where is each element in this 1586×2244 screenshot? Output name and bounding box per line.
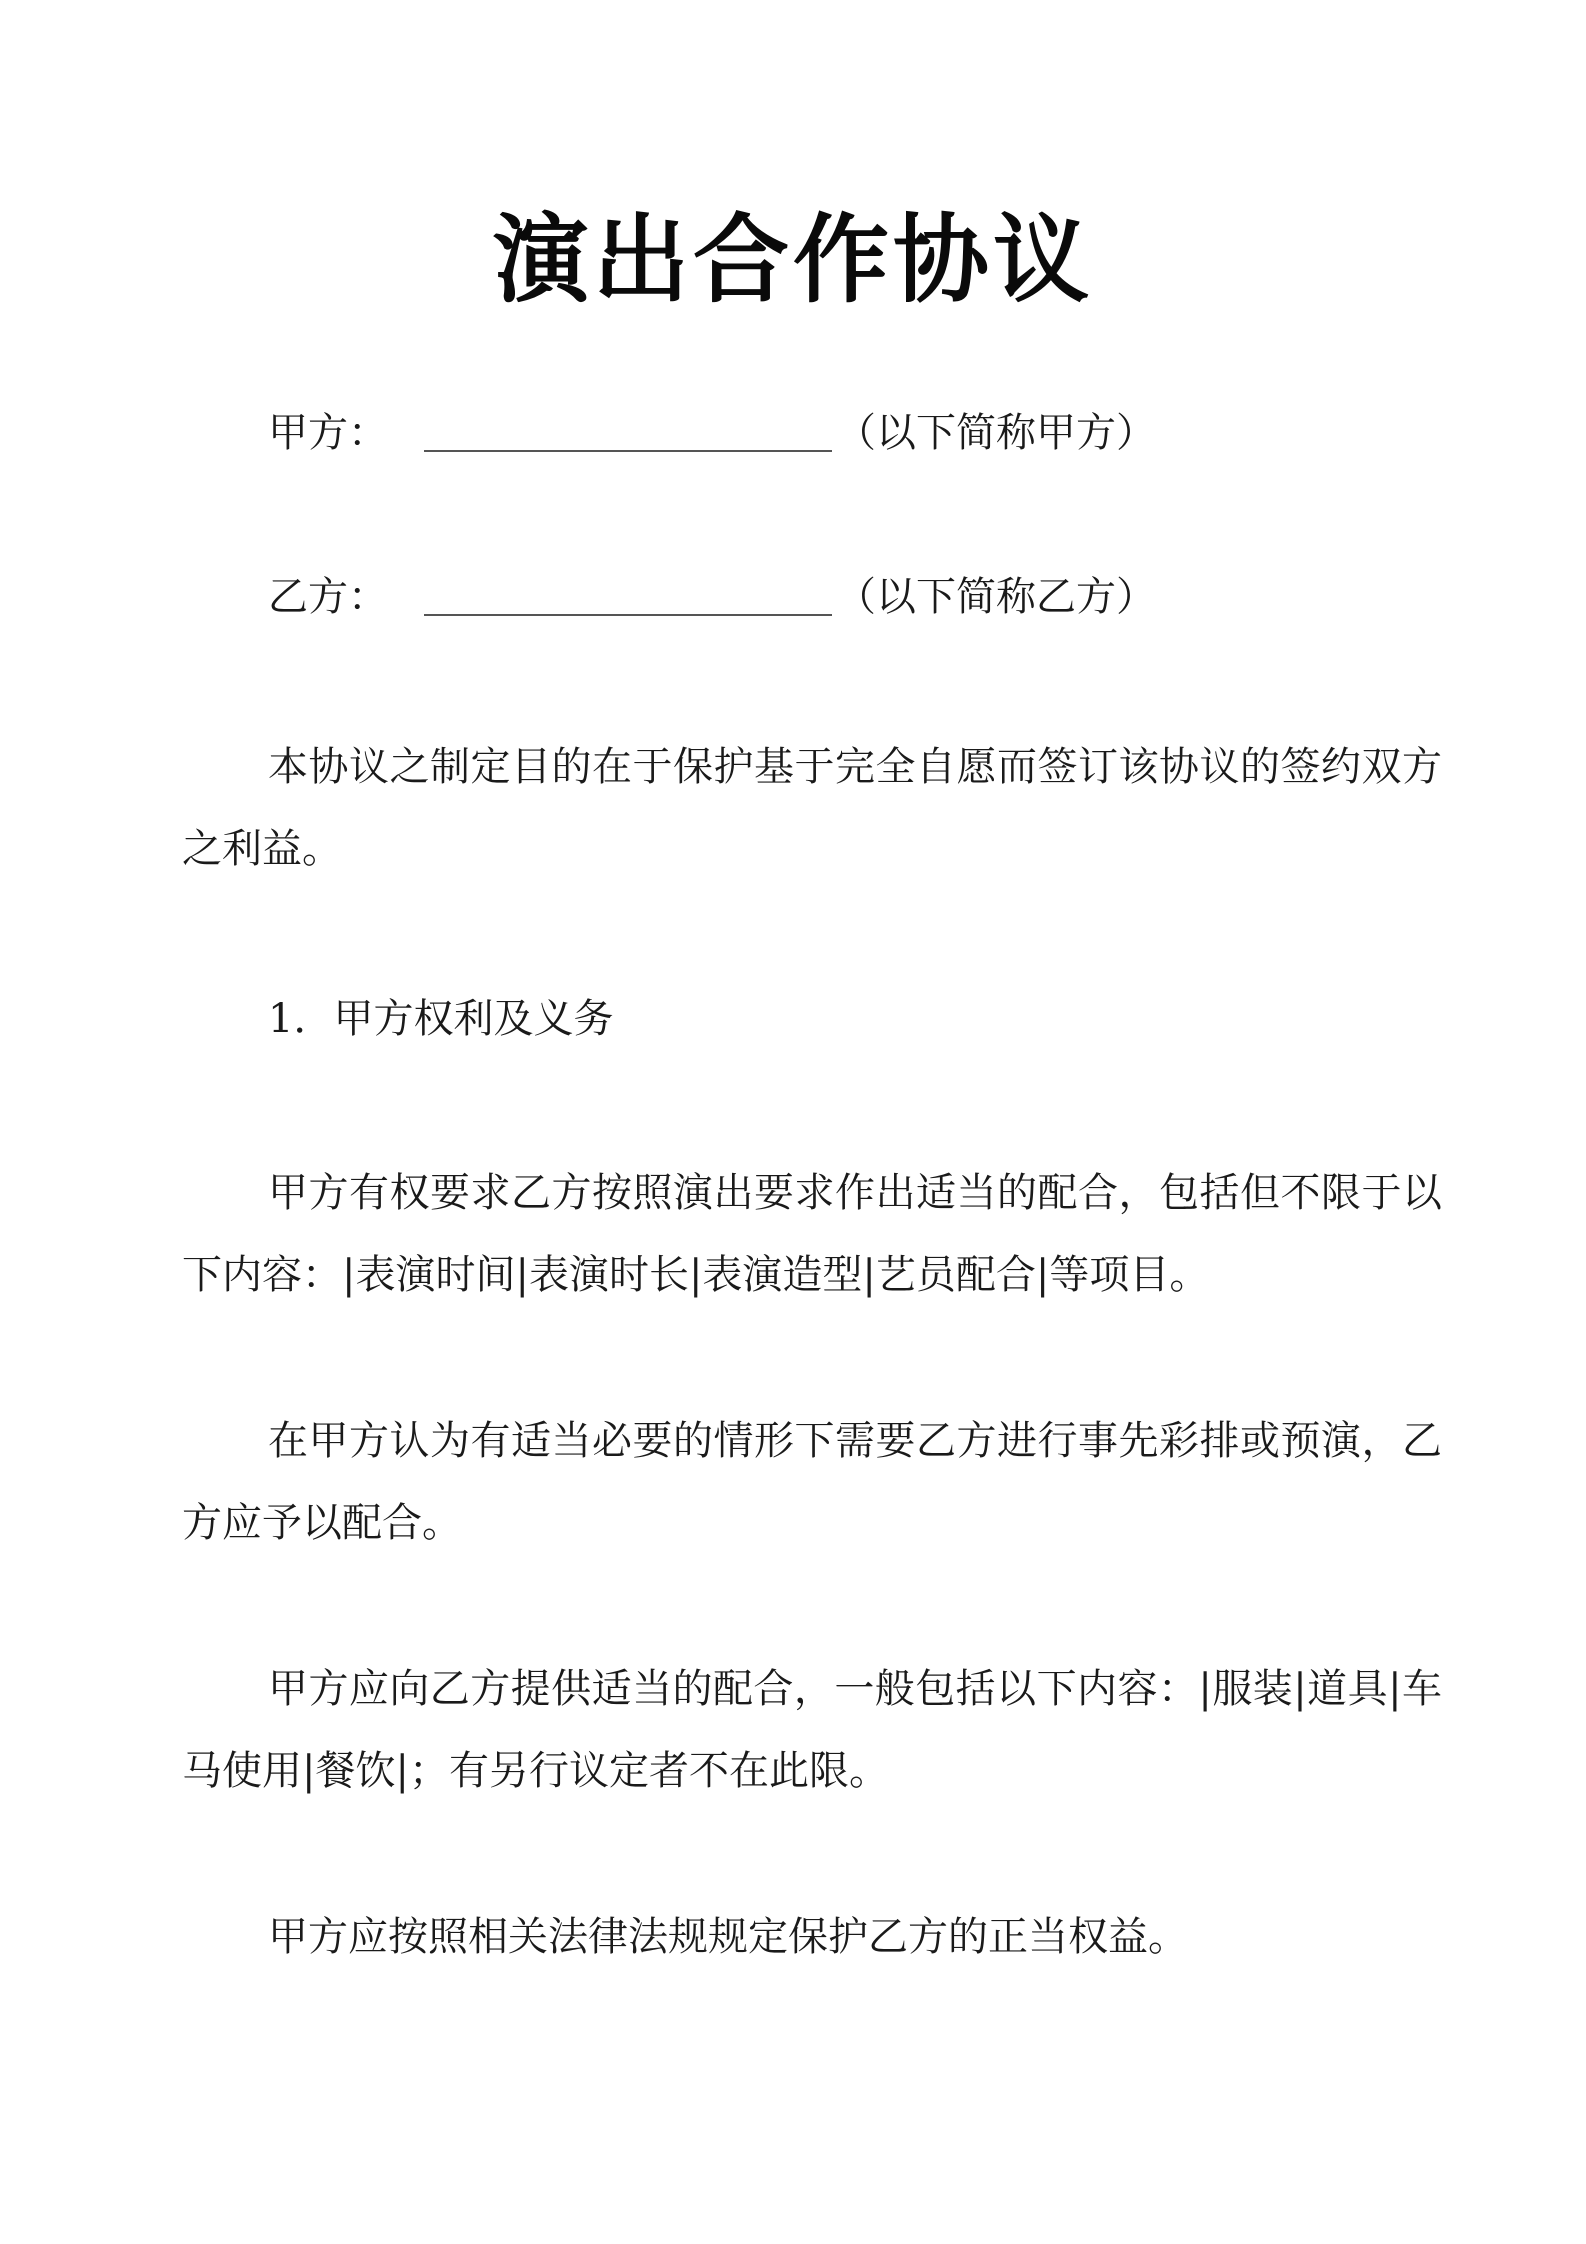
section-1-paragraph: 甲方应向乙方提供适当的配合，一般包括以下内容：|服装|道具|车马使用|餐饮|；有另行议定者不在此限。 [182, 1666, 1442, 1794]
party-a-suffix: （以下简称甲方） [836, 410, 1156, 456]
section-1-paragraph: 甲方有权要求乙方按照演出要求作出适当的配合，包括但不限于以下内容：|表演时间|表演时长|表演造型|艺员配合|等项目。 [182, 1170, 1442, 1298]
party-a-line [268, 408, 1156, 458]
section-1-paragraph: 在甲方认为有适当必要的情形下需要乙方进行事先彩排或预演，乙方应予以配合。 [182, 1418, 1442, 1546]
party-b-label: 乙方： [268, 574, 388, 620]
party-a-label: 甲方： [268, 410, 388, 456]
party-b-suffix: （以下简称乙方） [836, 574, 1156, 620]
section-1-paragraph: 甲方应按照相关法律法规规定保护乙方的正当权益。 [268, 1914, 1188, 1960]
section-1-heading: 1．甲方权利及义务 [268, 996, 614, 1042]
party-b-blank-field [424, 580, 832, 616]
intro-paragraph: 本协议之制定目的在于保护基于完全自愿而签订该协议的签约双方之利益。 [182, 744, 1442, 872]
party-a-blank-field [424, 416, 832, 452]
document-title: 演出合作协议 [493, 204, 1093, 316]
party-b-line [268, 572, 1156, 622]
